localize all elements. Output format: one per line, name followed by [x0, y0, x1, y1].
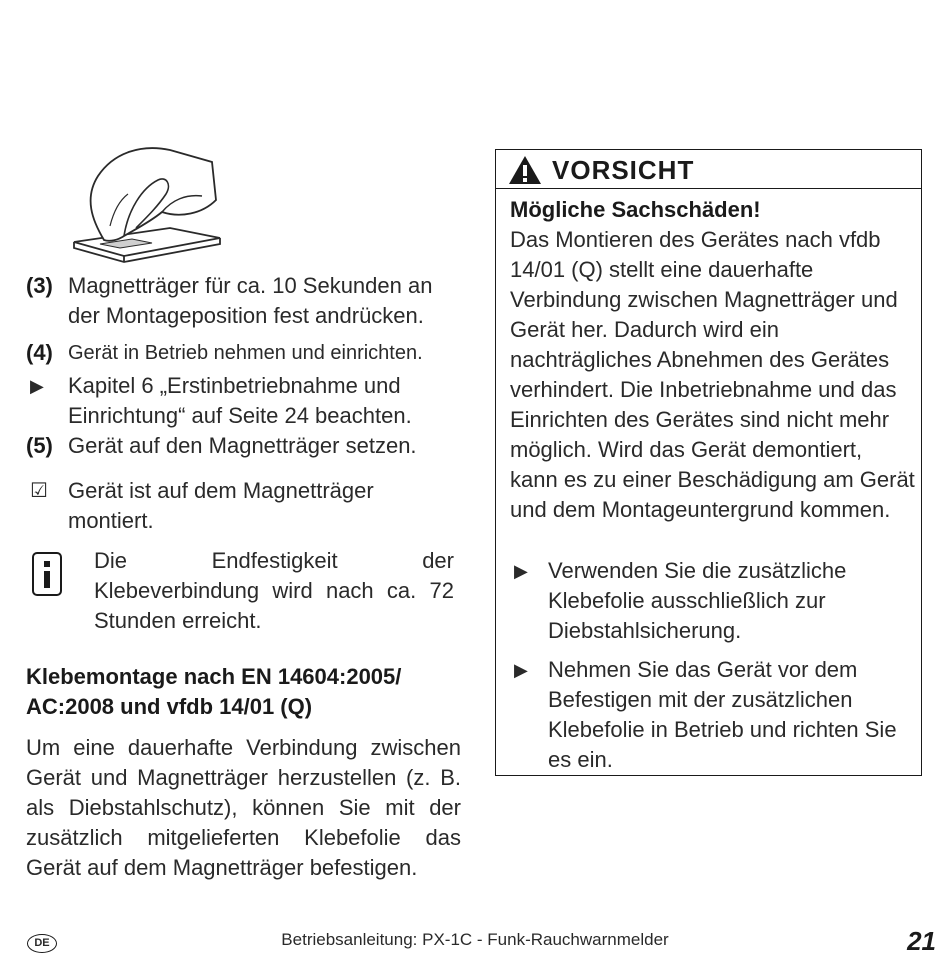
info-icon: [32, 552, 62, 596]
reference-bullet: [30, 371, 460, 431]
section-heading: Klebemontage nach EN 14604:2005/ AC:2008 und vfdb 14/01 (Q): [26, 664, 402, 719]
step-number: (4): [26, 340, 53, 365]
step-4: [26, 338, 466, 368]
footer-text: Betriebsanleitung: PX-1C - Funk-Rauchwarnmelder: [281, 930, 669, 949]
caution-subtitle: Mögliche Sachschäden!: [510, 197, 761, 222]
caution-bullet: [514, 556, 909, 646]
info-note: Die Endfestigkeit der Klebeverbindung wird nach ca. 72 Stunden erreicht.: [94, 548, 454, 633]
warning-triangle-icon: [508, 155, 542, 185]
result-item: [30, 476, 460, 536]
checkbox-icon: ☑: [30, 480, 48, 502]
step-3: [26, 271, 466, 331]
hand-press-illustration: [62, 140, 232, 265]
caution-header: [496, 150, 921, 189]
caution-title: VORSICHT: [552, 155, 695, 185]
step-number: (5): [26, 433, 53, 458]
caution-bullet-text: Nehmen Sie das Gerät vor dem Befestigen mit der zusätzlichen Klebefolie in Betrieb und richten Sie es ein.: [548, 657, 897, 772]
caution-bullet-text: Verwenden Sie die zusätzliche Klebefolie ausschließlich zur Diebstahlsicherung.: [548, 558, 847, 643]
caution-body: Das Montieren des Gerätes nach vfdb 14/01 (Q) stellt eine dauerhafte Verbindung zwischen Magnetträger und Gerät her. Dadurch wird ein nachträgliches Abnehmen des Gerätes verhindert. Die Inbetriebnahme und das Einrichten des Gerätes sind nicht mehr möglich. Wird das Gerät demontiert, kann es zu einer Beschädigung am Gerät und dem Montageuntergrund kommen.: [510, 227, 915, 522]
language-badge: DE: [27, 934, 57, 953]
step-number: (3): [26, 273, 53, 298]
step-text: Gerät auf den Magnetträger setzen.: [68, 433, 417, 458]
page-number: 21: [907, 926, 936, 956]
caution-bullet: [514, 655, 909, 775]
result-text: Gerät ist auf dem Magnetträger montiert.: [68, 478, 374, 533]
bullet-text: Kapitel 6 „Erstinbetriebnahme und Einrichtung“ auf Seite 24 beachten.: [68, 373, 412, 428]
bullet-arrow-icon: ▶: [30, 376, 44, 396]
step-text: Gerät in Betrieb nehmen und einrichten.: [68, 342, 423, 364]
step-5: [26, 431, 466, 461]
bullet-arrow-icon: ▶: [514, 561, 528, 581]
caution-box: [495, 149, 922, 776]
section-body: Um eine dauerhafte Verbindung zwischen Gerät und Magnetträger herzustellen (z. B. als Diebstahlschutz), können Sie mit der zusätzlich mitgelieferten Klebefolie das Gerät auf dem Magnetträger befestigen.: [26, 735, 461, 880]
step-text: Magnetträger für ca. 10 Sekunden an der Montageposition fest andrücken.: [68, 273, 433, 328]
bullet-arrow-icon: ▶: [514, 660, 528, 680]
